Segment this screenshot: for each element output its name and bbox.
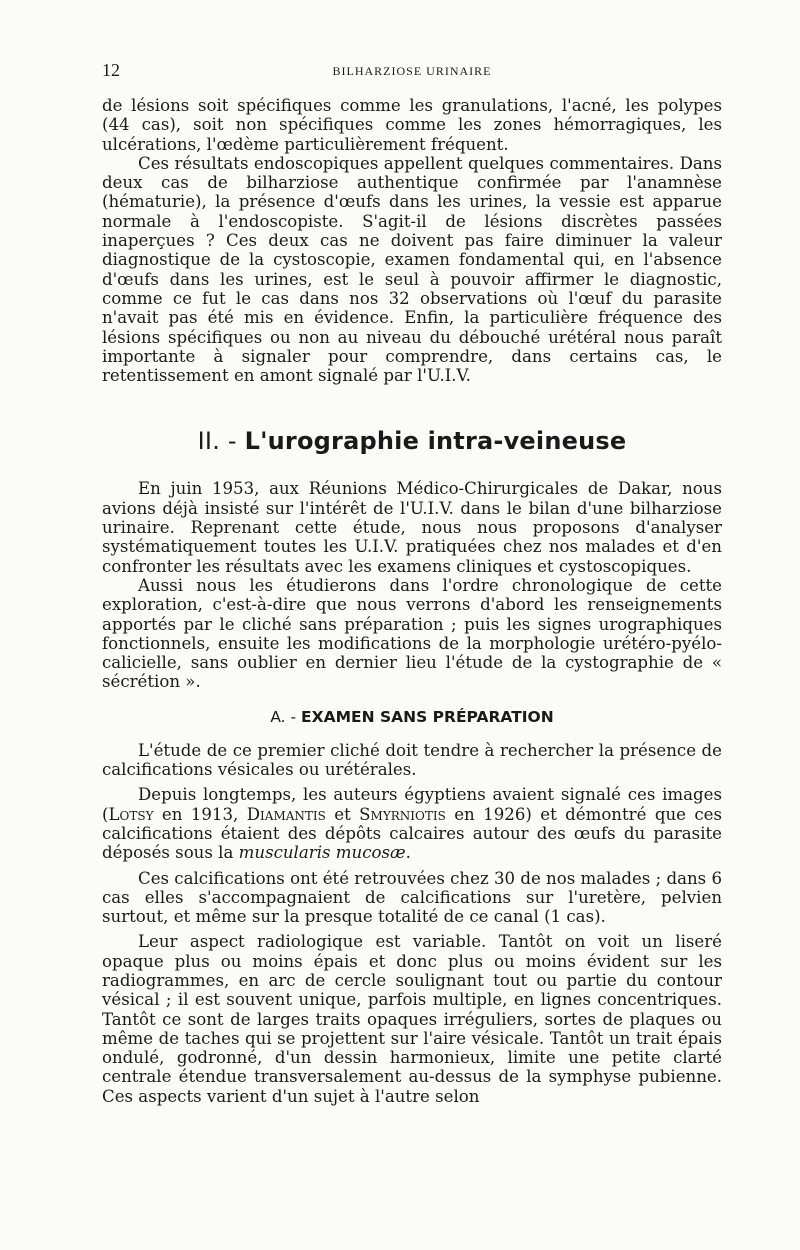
subsection-title: EXAMEN SANS PRÉPARATION: [301, 707, 554, 726]
section-heading: [102, 427, 722, 455]
page: [102, 58, 722, 1106]
paragraph-calcifications-found: Ces calcifications ont été retrouvées chez 30 de nos malades ; dans 6 cas elles s'accompagnaient de calcifications sur l'uretère, pelvien surtout, et même sur la presque totalité de ce canal (1 cas).: [102, 868, 723, 927]
paragraph-radiologic-aspect: Leur aspect radiologique est variable. Tantôt on voit un liseré opaque plus ou moins épais et donc plus ou moins évident sur les radiogrammes, en arc de cercle soulignant tout ou partie du contour vésical ; il est souvent unique, parfois multiple, en lignes concentriques. Tantôt ce sont de larges traits opaques irréguliers, sortes de plaques ou même de taches qui se projettent sur l'aire vésicale. Tantôt un trait épais ondulé, godronné, d'un dessin harmonieux, limite une petite clarté centrale étendue transversalement au-dessus de la symphyse pubienne. Ces aspects varient d'un sujet à l'autre selon: [102, 932, 722, 1106]
subsection-letter: A.: [270, 707, 286, 726]
subsection-dash: -: [290, 707, 297, 726]
text-run: en 1913,: [153, 804, 247, 824]
paragraph-endoscopy-comments: Ces résultats endoscopiques appellent quelques commentaires. Dans deux cas de bilharziose authentique confirmée par l'anamnèse (hématurie), la présence d'œufs dans les urines, la vessie est apparue normale à l'endoscopiste. S'agit-il de lésions discrètes passées inaperçues ? Ces deux cas ne doivent pas faire diminuer la valeur diagnostique de la cystoscopie, examen fondamental qui, en l'absence d'œufs dans les urines, est le seul à pouvoir affirmer le diagnostic, comme ce fut le cas dans nos 32 observations où l'œuf du parasite n'avait pas été mis en évidence. Enfin, la particulière fréquence des lésions spécifiques ou non au niveau du débouché urétéral nous paraît importante à signaler pour comprendre, dans certains cas, le retentissement en amont signalé par l'U.I.V.: [102, 153, 722, 386]
author-name: Lotsy: [108, 804, 154, 824]
paragraph-continued: de lésions soit spécifiques comme les granulations, l'acné, les polypes (44 cas), soit non spécifiques comme les zones hémorragiques, les ulcérations, l'œdème particulièrement fréquent.: [102, 96, 722, 154]
latin-term: muscularis mucosæ: [238, 843, 406, 863]
text-run: en 1926) et démontré que ces calcifications étaient des dépôts calcaires autour des œufs du parasite déposés sous la: [102, 804, 722, 863]
section-dash: -: [227, 427, 237, 456]
running-title: BILHARZIOSE URINAIRE: [332, 64, 492, 78]
paragraph-uiv-order: Aussi nous les étudierons dans l'ordre chronologique de cette exploration, c'est-à-dire que nous verrons d'abord les renseignements apportés par le cliché sans préparation ; puis les signes urographiques fonctionnels, ensuite les modifications de la morphologie urétéro-pyélo-calicielle, sans oublier en dernier lieu l'étude de la cystographie de « sécrétion ».: [102, 575, 722, 692]
section-title: L'urographie intra-veineuse: [244, 427, 627, 456]
text-run: .: [405, 843, 411, 863]
paragraph-egyptian-authors: [102, 785, 722, 862]
paragraph-uiv-intro: En juin 1953, aux Réunions Médico-Chirurgicales de Dakar, nous avions déjà insisté sur l'intérêt de l'U.I.V. dans le bilan d'une bilharziose urinaire. Reprenant cette étude, nous nous proposons d'analyser systématiquement toutes les U.I.V. pratiquées chez nos malades et d'en confronter les résultats avec les examens cliniques et cystoscopiques.: [102, 479, 722, 576]
text-run: Depuis longtemps, les auteurs égyptiens avaient signalé ces images (: [102, 785, 722, 824]
paragraph-first-plate: L'étude de ce premier cliché doit tendre à rechercher la présence de calcifications vésicales ou urétérales.: [102, 740, 722, 780]
text-run: et: [325, 804, 360, 824]
page-number: 12: [102, 60, 120, 80]
running-head: [102, 58, 722, 86]
section-number: II.: [197, 427, 221, 456]
author-name: Diamantis: [246, 804, 326, 824]
subsection-heading: [102, 708, 722, 726]
author-name: Smyrniotis: [359, 804, 446, 824]
